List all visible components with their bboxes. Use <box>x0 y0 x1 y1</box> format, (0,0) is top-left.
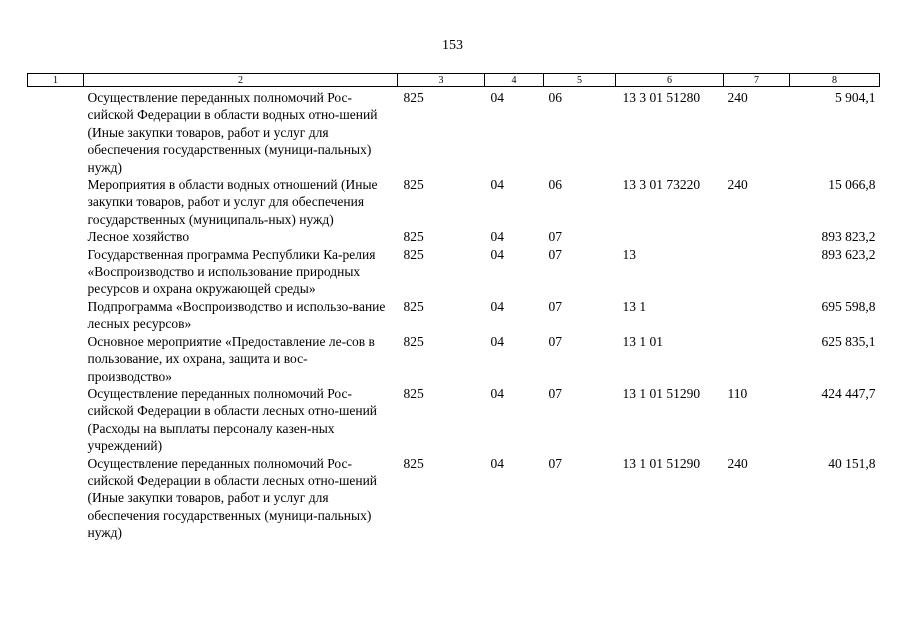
row-amount-cell: 695 598,8 <box>821 298 876 314</box>
row-name-cell: Осуществление переданных полномочий Рос-сийской Федерации в области водных отно-шений (Иные закупки товаров, работ и услуг для обеспечения государственных (муници-пальных) нужд) <box>87 90 378 175</box>
row-ministry-cell: 825 <box>403 90 424 105</box>
row-name-cell: Осуществление переданных полномочий Рос-сийской Федерации в области лесных отно-шений (Расходы на выплаты персоналу казен-ных учреждений) <box>87 385 378 454</box>
row-ministry-cell: 825 <box>403 298 424 314</box>
row-subsection-cell: 07 <box>548 298 562 314</box>
table-row <box>28 87 880 177</box>
budget-table <box>27 73 880 542</box>
column-header-6: 6 <box>616 74 724 87</box>
row-name-cell: Осуществление переданных полномочий Рос-сийской Федерации в области лесных отно-шений (Иные закупки товаров, работ и услуг для обеспечения государственных (муници-пальных) нужд) <box>87 455 378 541</box>
column-header-3: 3 <box>398 74 485 87</box>
row-code-cell <box>28 246 84 298</box>
row-ministry-cell: 825 <box>403 385 424 401</box>
row-ministry-cell: 825 <box>403 177 424 193</box>
row-name-cell: Лесное хозяйство <box>87 229 190 245</box>
row-subsection-cell: 06 <box>548 177 562 193</box>
column-header-2: 2 <box>84 74 398 87</box>
column-header-5: 5 <box>544 74 616 87</box>
row-name-cell: Государственная программа Республики Ка-релия «Воспроизводство и использование природных ресурсов и охрана окружающей среды» <box>87 246 376 297</box>
row-expense-type-cell: 240 <box>727 90 748 105</box>
row-subsection-cell: 07 <box>548 333 562 349</box>
row-code-cell <box>28 385 84 455</box>
row-section-cell: 04 <box>490 246 504 262</box>
row-section-cell: 04 <box>490 298 504 314</box>
table-row <box>28 455 880 542</box>
row-expense-type-cell <box>724 246 790 298</box>
row-section-cell: 04 <box>490 229 504 245</box>
column-header-1: 1 <box>28 74 84 87</box>
table-row <box>28 385 880 455</box>
row-expense-type-cell: 240 <box>727 455 748 471</box>
row-section-cell: 04 <box>490 385 504 401</box>
row-code-cell <box>28 228 84 245</box>
row-name-cell: Основное мероприятие «Предоставление ле-сов в пользование, их охрана, защита и вос-производство» <box>87 333 375 384</box>
row-section-cell: 04 <box>490 455 504 471</box>
row-code-cell <box>28 333 84 385</box>
row-amount-cell: 40 151,8 <box>828 455 876 471</box>
row-code-cell <box>28 298 84 333</box>
row-amount-cell: 424 447,7 <box>821 385 876 401</box>
column-header-7: 7 <box>724 74 790 87</box>
row-subsection-cell: 07 <box>548 246 562 262</box>
row-ministry-cell: 825 <box>403 333 424 349</box>
column-header-4: 4 <box>485 74 544 87</box>
row-amount-cell: 5 904,1 <box>835 90 876 105</box>
row-section-cell: 04 <box>490 90 504 105</box>
row-amount-cell: 893 823,2 <box>821 229 876 245</box>
row-expense-type-cell: 240 <box>727 177 748 193</box>
row-target-article-cell: 13 3 01 51280 <box>622 90 701 105</box>
row-ministry-cell: 825 <box>403 455 424 471</box>
row-expense-type-cell <box>724 228 790 245</box>
row-amount-cell: 15 066,8 <box>828 177 876 193</box>
table-body <box>28 87 880 542</box>
row-expense-type-cell <box>724 298 790 333</box>
row-section-cell: 04 <box>490 177 504 193</box>
row-target-article-cell: 13 <box>622 246 636 262</box>
row-amount-cell: 893 623,2 <box>821 246 876 262</box>
row-target-article-cell <box>616 228 724 245</box>
page-number: 153 <box>442 38 463 53</box>
table-row <box>28 333 880 385</box>
row-target-article-cell: 13 1 01 51290 <box>622 455 701 471</box>
row-subsection-cell: 07 <box>548 385 562 401</box>
row-code-cell <box>28 455 84 542</box>
row-subsection-cell: 07 <box>548 229 562 245</box>
row-expense-type-cell <box>724 333 790 385</box>
row-name-cell: Подпрограмма «Воспроизводство и использо-вание лесных ресурсов» <box>87 298 386 332</box>
row-ministry-cell: 825 <box>403 246 424 262</box>
table-row <box>28 176 880 228</box>
row-ministry-cell: 825 <box>403 229 424 245</box>
column-header-8: 8 <box>790 74 880 87</box>
row-subsection-cell: 07 <box>548 455 562 471</box>
table-row <box>28 228 880 245</box>
row-code-cell <box>28 176 84 228</box>
row-amount-cell: 625 835,1 <box>821 333 876 349</box>
table-row <box>28 298 880 333</box>
table-row <box>28 246 880 298</box>
row-name-cell: Мероприятия в области водных отношений (Иные закупки товаров, работ и услуг для обеспечения государственных (муниципаль-ных) нужд) <box>87 177 378 227</box>
row-section-cell: 04 <box>490 333 504 349</box>
row-expense-type-cell: 110 <box>727 385 748 401</box>
column-number-row <box>28 74 880 87</box>
row-target-article-cell: 13 1 01 51290 <box>622 385 701 401</box>
row-target-article-cell: 13 3 01 73220 <box>622 177 701 193</box>
row-code-cell <box>28 87 84 177</box>
row-target-article-cell: 13 1 <box>622 298 647 314</box>
row-subsection-cell: 06 <box>548 90 562 105</box>
row-target-article-cell: 13 1 01 <box>622 333 663 349</box>
